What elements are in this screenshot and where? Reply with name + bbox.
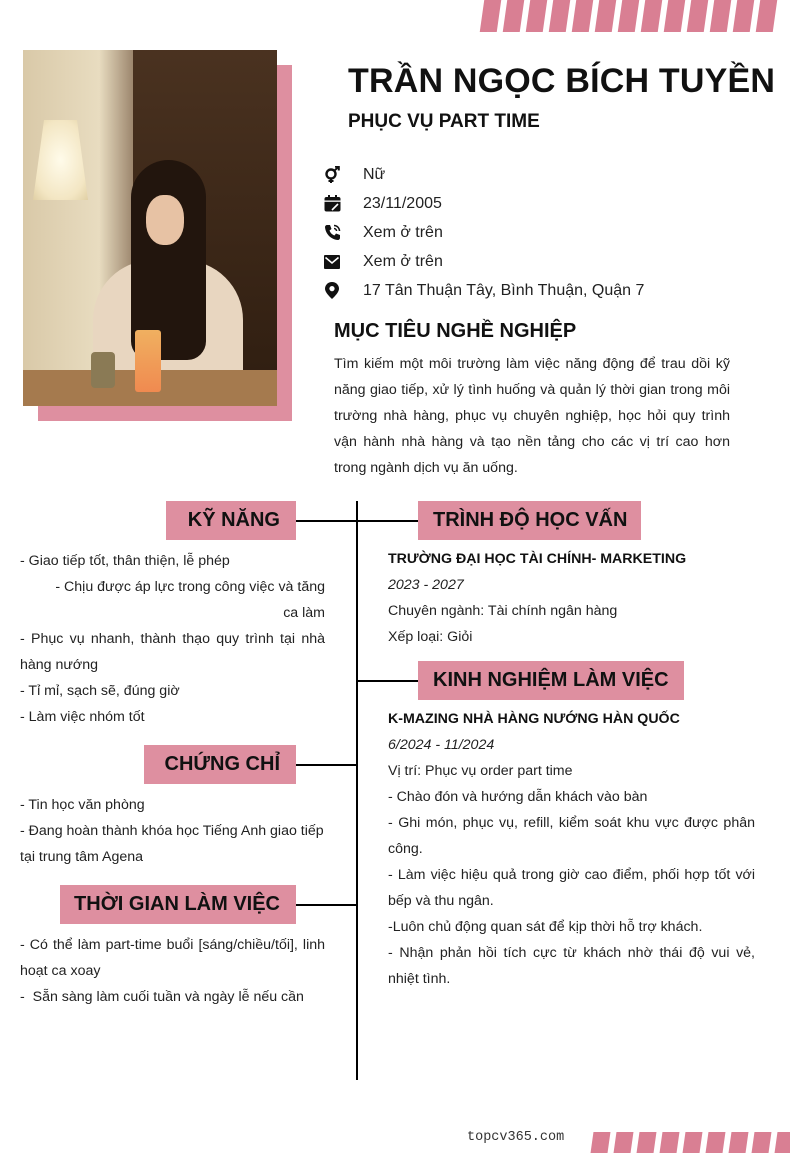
gender-icon	[322, 166, 342, 184]
contact-info	[322, 160, 644, 305]
availability-heading-label: THỜI GIAN LÀM VIỆC	[74, 893, 280, 915]
experience-item: - Nhận phản hồi tích cực từ khách nhờ thái độ vui vẻ, nhiệt tình.	[388, 945, 755, 987]
certificates-list	[20, 792, 325, 870]
contact-phone-value: Xem ở trên	[363, 223, 443, 241]
education-section	[388, 546, 755, 650]
experience-connector-line	[357, 680, 418, 682]
skills-connector-line	[296, 520, 357, 522]
availability-item: - Sẵn sàng làm cuối tuần và ngày lễ nếu cần	[20, 989, 304, 1005]
experience-period: 6/2024 - 11/2024	[388, 737, 495, 753]
education-heading-label: TRÌNH ĐỘ HỌC VẤN	[433, 509, 628, 531]
availability-list	[20, 932, 325, 1010]
contact-phone[interactable]	[322, 218, 644, 247]
certificates-connector-line	[296, 764, 357, 766]
experience-heading	[418, 661, 684, 700]
contact-email[interactable]	[322, 247, 644, 276]
education-major: Chuyên ngành: Tài chính ngân hàng	[388, 603, 618, 619]
candidate-name: TRẦN NGỌC BÍCH TUYỀN	[348, 62, 776, 100]
timeline-vertical-divider	[356, 501, 358, 1080]
education-period: 2023 - 2027	[388, 577, 464, 593]
email-icon	[322, 253, 342, 271]
experience-item: - Làm việc hiệu quả trong giờ cao điểm, phối hợp tốt với bếp và thu ngân.	[388, 867, 755, 909]
objective-heading: MỤC TIÊU NGHỀ NGHIỆP	[334, 320, 577, 342]
contact-email-value: Xem ở trên	[363, 252, 443, 270]
top-stripes-decoration	[482, 0, 775, 32]
skill-item: - Chịu được áp lực trong công việc và tăng ca làm	[55, 579, 325, 621]
certificate-item: - Tin học văn phòng	[20, 797, 145, 813]
skill-item: - Phục vụ nhanh, thành thạo quy trình tại nhà hàng nướng	[20, 631, 325, 673]
education-connector-line	[357, 520, 418, 522]
calendar-icon	[322, 195, 342, 213]
objective-text: Tìm kiếm một môi trường làm việc năng động để trau dồi kỹ năng giao tiếp, xử lý tình huống và quản lý thời gian trong môi trường nhà hàng, phục vụ chuyên nghiệp, học hỏi quy trình vận hành nhà hàng và tạo nền tảng cho các vị trí cao hơn trong ngành dịch vụ ăn uống.	[334, 356, 730, 476]
contact-gender-value: Nữ	[363, 165, 386, 183]
skills-list	[20, 548, 325, 730]
certificates-heading	[144, 745, 296, 784]
experience-item: -Luôn chủ động quan sát để kịp thời hỗ trợ khách.	[388, 919, 703, 935]
contact-birthdate-value: 23/11/2005	[363, 194, 442, 212]
education-rank: Xếp loại: Giỏi	[388, 629, 473, 645]
certificates-heading-label: CHỨNG CHỈ	[164, 753, 280, 775]
availability-item: - Có thể làm part-time buổi [sáng/chiều/tối], linh hoạt ca xoay	[20, 937, 325, 979]
skills-heading	[166, 501, 296, 540]
experience-position: Vị trí: Phục vụ order part time	[388, 763, 573, 779]
skill-item: - Giao tiếp tốt, thân thiện, lễ phép	[20, 553, 230, 569]
experience-section	[388, 706, 755, 992]
school-name: TRƯỜNG ĐẠI HỌC TÀI CHÍNH- MARKETING	[388, 551, 687, 567]
contact-address-value: 17 Tân Thuận Tây, Bình Thuận, Quận 7	[363, 281, 645, 299]
bottom-stripes-decoration	[592, 1132, 790, 1153]
skills-heading-label: KỸ NĂNG	[187, 509, 280, 531]
skill-item: - Làm việc nhóm tốt	[20, 709, 145, 725]
contact-birthdate	[322, 189, 644, 218]
availability-connector-line	[296, 904, 357, 906]
certificate-item: - Đang hoàn thành khóa học Tiếng Anh giao tiếp tại trung tâm Agena	[20, 823, 324, 865]
footer-site-watermark: topcv365.com	[467, 1130, 565, 1145]
experience-heading-label: KINH NGHIỆM LÀM VIỆC	[433, 669, 669, 691]
phone-icon	[322, 224, 342, 242]
skill-item: - Tỉ mỉ, sạch sẽ, đúng giờ	[20, 683, 180, 699]
location-icon	[322, 282, 342, 300]
education-heading	[418, 501, 641, 540]
experience-item: - Chào đón và hướng dẫn khách vào bàn	[388, 789, 648, 805]
availability-heading	[60, 885, 296, 924]
contact-address	[322, 276, 644, 305]
company-name: K-MAZING NHÀ HÀNG NƯỚNG HÀN QUỐC	[388, 711, 680, 727]
job-title: PHỤC VỤ PART TIME	[348, 111, 540, 132]
experience-item: - Ghi món, phục vụ, refill, kiểm soát khu vực được phân công.	[388, 815, 755, 857]
contact-gender	[322, 160, 644, 189]
profile-photo	[23, 50, 277, 406]
